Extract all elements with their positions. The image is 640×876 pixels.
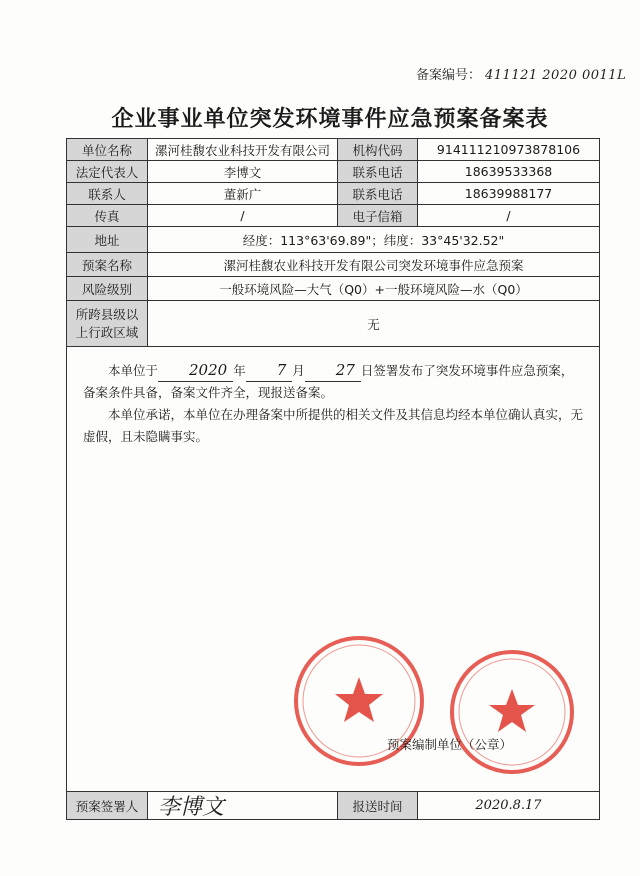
unit-name-label: 单位名称 — [67, 139, 147, 160]
row-legal-rep — [67, 161, 599, 183]
statement-month: 7 — [246, 359, 293, 382]
row-plan-name — [67, 253, 599, 277]
signer-label: 预案签署人 — [67, 792, 147, 819]
plan-name-label: 预案名称 — [67, 253, 147, 276]
statement-p1-prefix: 本单位于 — [108, 363, 159, 378]
statement-paragraph-1 — [83, 359, 583, 404]
region-value: 无 — [147, 301, 599, 346]
signer-signature: 李博文 — [158, 795, 225, 820]
filing-number-label: 备案编号： — [416, 68, 482, 83]
address-label: 地址 — [67, 227, 147, 252]
statement-paragraph-2: 本单位承诺，本单位在办理备案中所提供的相关文件及其信息均经本单位确认真实，无虚假，且未隐瞒事实。 — [83, 407, 584, 444]
row-contact — [67, 183, 599, 205]
statement-p1-rest: 日签署发布了突发环境事件应急预案，备案条件具备，备案文件齐全，现报送备案。 — [83, 363, 574, 400]
contact-label: 联系人 — [67, 183, 147, 204]
date-label: 报送时间 — [337, 792, 417, 819]
statement-year-unit: 年 — [233, 363, 246, 378]
row-unit-name — [67, 139, 599, 161]
filing-number-value: 411121 2020 0011L — [485, 68, 627, 83]
document-title: 企业事业单位突发环境事件应急预案备案表 — [111, 107, 549, 132]
statement-year: 2020 — [158, 359, 233, 382]
row-risk-level — [67, 277, 599, 301]
org-code-label: 机构代码 — [337, 139, 417, 160]
seal-caption: 预案编制单位（公章） — [387, 737, 513, 752]
row-fax — [67, 205, 599, 227]
date-handwritten: 2020.8.17 — [475, 798, 542, 813]
company-seal-2 — [445, 645, 579, 779]
email-value: / — [417, 205, 599, 226]
phone2-value: 18639988177 — [417, 183, 599, 204]
row-region — [67, 301, 599, 347]
risk-level-label: 风险级别 — [67, 277, 147, 300]
email-label: 电子信箱 — [337, 205, 417, 226]
unit-name-value: 漯河桂馥农业科技开发有限公司 — [147, 139, 337, 160]
phone1-value: 18639533368 — [417, 161, 599, 182]
filing-form — [66, 138, 600, 820]
org-code-value: 914111210973878106 — [417, 139, 599, 160]
statement-day: 27 — [305, 359, 361, 382]
fax-label: 传真 — [67, 205, 147, 226]
risk-level-value: 一般环境风险—大气（Q0）+一般环境风险—水（Q0） — [147, 277, 599, 300]
plan-name-value: 漯河桂馥农业科技开发有限公司突发环境事件应急预案 — [147, 253, 599, 276]
statement-text — [83, 359, 583, 448]
date-value — [417, 792, 599, 819]
contact-value: 董新广 — [147, 183, 337, 204]
legal-rep-label: 法定代表人 — [67, 161, 147, 182]
statement-month-unit: 月 — [292, 363, 305, 378]
row-address — [67, 227, 599, 253]
signer-value — [147, 792, 337, 819]
legal-rep-value: 李博文 — [147, 161, 337, 182]
row-footer — [67, 791, 599, 819]
phone1-label: 联系电话 — [337, 161, 417, 182]
fax-value: / — [147, 205, 337, 226]
address-value: 经度：113°63'69.89"；纬度：33°45'32.52" — [147, 227, 599, 252]
filing-number — [416, 64, 626, 83]
region-label-line1: 所跨县级以 — [75, 306, 139, 322]
region-label — [67, 301, 147, 346]
region-label-line2: 上行政区域 — [75, 324, 139, 340]
phone2-label: 联系电话 — [337, 183, 417, 204]
